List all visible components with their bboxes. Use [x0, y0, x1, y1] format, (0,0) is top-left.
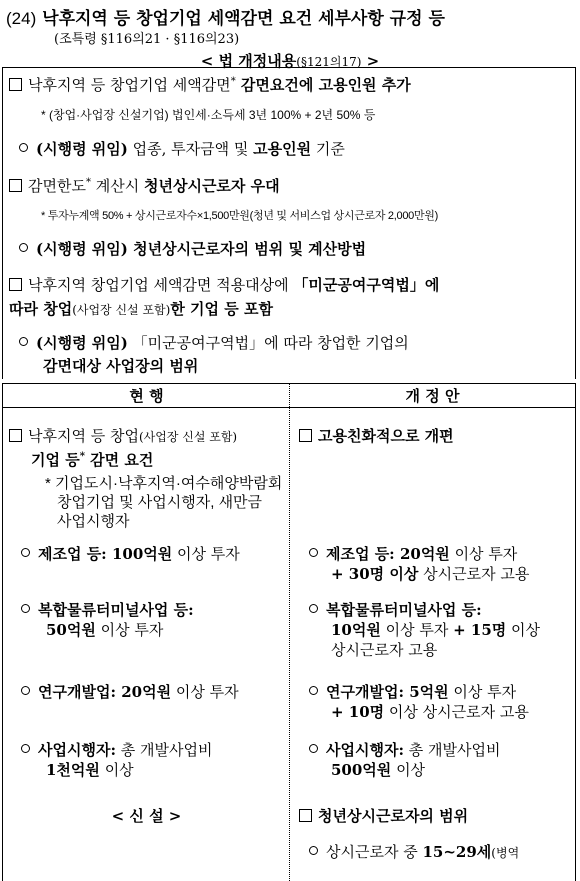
summary-note-limit-formula: * 투자누계액 50% + 상시근로자수×1,500만원(청년 및 서비스업 상시근로자 2,000만원)	[41, 210, 438, 222]
circle-bullet-icon	[21, 686, 30, 695]
current-note-targets: * 기업도시·낙후지역·여수해양박람회 창업기업 및 사업시행자, 새만금 사업시행자	[45, 475, 283, 530]
proposed-youth-definition: 상시근로자 중 15~29세(병역	[309, 842, 519, 863]
circle-bullet-icon	[19, 143, 28, 152]
circle-bullet-icon	[309, 744, 318, 753]
current-logistics: 복합물류터미널사업 등: 50억원 이상 투자	[21, 600, 194, 640]
summary-item-employment: 낙후지역 등 창업기업 세액감면* 감면요건에 고용인원 추가	[9, 74, 411, 95]
summary-decree-us-forces: (시행령 위임) 「미군공여구역법」에 따라 창업한 기업의	[19, 332, 409, 353]
current-developer: 사업시행자: 총 개발사업비 1천억원 이상	[21, 740, 212, 780]
circle-bullet-icon	[309, 686, 318, 695]
circle-bullet-icon	[309, 604, 318, 613]
comparison-table	[2, 383, 576, 881]
section-number: (24)	[6, 9, 37, 28]
circle-bullet-icon	[309, 846, 318, 855]
summary-decree-us-forces-line2: 감면대상 사업장의 범위	[43, 357, 199, 375]
square-bullet-icon	[9, 429, 22, 442]
circle-bullet-icon	[21, 604, 30, 613]
summary-item-us-forces-area: 낙후지역 창업기업 세액감면 적용대상에 「미군공여구역법」에	[9, 274, 439, 295]
current-heading: 낙후지역 등 창업(사업장 신설 포함) 기업 등* 감면 요건	[9, 426, 237, 470]
proposed-rnd: 연구개발업: 5억원 이상 투자 + 10명 이상 상시근로자 고용	[309, 682, 529, 722]
circle-bullet-icon	[21, 744, 30, 753]
summary-item-deduction-limit: 감면한도* 계산시 청년상시근로자 우대	[9, 175, 280, 196]
square-bullet-icon	[299, 809, 312, 822]
square-bullet-icon	[9, 278, 22, 291]
summary-item-us-forces-area-line2: 따라 창업(사업장 신설 포함)한 기업 등 포함	[9, 300, 273, 318]
proposed-manufacturing: 제조업 등: 20억원 이상 투자 + 30명 이상 상시근로자 고용	[309, 544, 529, 584]
current-rnd: 연구개발업: 20억원 이상 투자	[21, 682, 239, 702]
section-label: < 법 개정내용(§121의17) >	[200, 52, 380, 70]
page-title	[6, 4, 445, 29]
square-bullet-icon	[9, 179, 22, 192]
amendment-summary-box	[2, 67, 576, 379]
summary-decree-employment: (시행령 위임) 업종, 투자금액 및 고용인원 기준	[19, 138, 345, 159]
proposed-developer: 사업시행자: 총 개발사업비 500억원 이상	[309, 740, 500, 780]
summary-note-tax-rate: * (창업·사업장 신설기업) 법인세·소득세 3년 100% + 2년 50% 등	[41, 108, 376, 122]
current-new-provision-label: < 신 설 >	[111, 807, 182, 825]
summary-decree-youth: (시행령 위임) 청년상시근로자의 범위 및 계산방법	[19, 238, 366, 259]
current-manufacturing: 제조업 등: 100억원 이상 투자	[21, 544, 240, 564]
circle-bullet-icon	[21, 548, 30, 557]
proposed-heading: 고용친화적으로 개편	[299, 426, 454, 446]
circle-bullet-icon	[19, 337, 28, 346]
column-header-current: 현 행	[3, 384, 290, 408]
proposed-youth-heading: 청년상시근로자의 범위	[299, 806, 468, 826]
section-title: 낙후지역 등 창업기업 세액감면 요건 세부사항 규정 등	[42, 9, 445, 29]
proposed-logistics: 복합물류터미널사업 등: 10억원 이상 투자 + 15명 이상 상시근로자 고용	[309, 600, 540, 660]
square-bullet-icon	[299, 429, 312, 442]
legal-reference: (조특령 §116의21 · §116의23)	[54, 32, 240, 47]
square-bullet-icon	[9, 78, 22, 91]
column-header-proposed: 개 정 안	[290, 384, 575, 408]
circle-bullet-icon	[309, 548, 318, 557]
circle-bullet-icon	[19, 243, 28, 252]
